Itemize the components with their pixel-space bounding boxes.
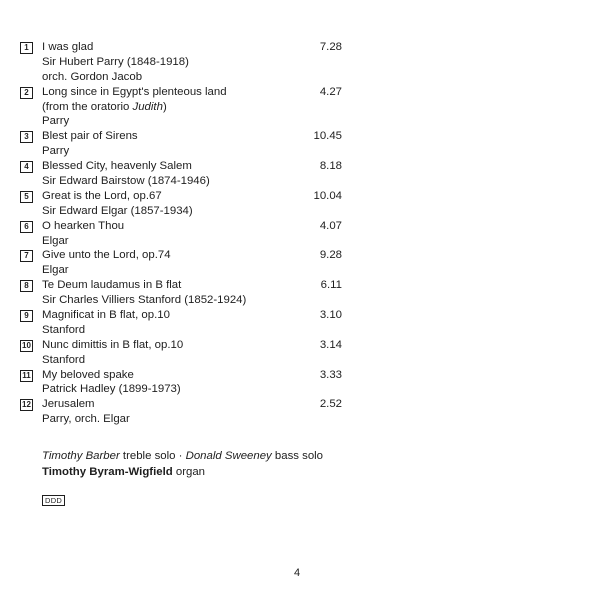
track-number-box: 4 — [20, 161, 33, 173]
track-item — [20, 338, 350, 368]
track-title-line — [20, 159, 350, 174]
treble-soloist-name: Timothy Barber — [42, 450, 120, 462]
track-duration: 4.07 — [319, 219, 342, 232]
track-detail: (from the oratorio Judith) — [42, 100, 167, 113]
organist-name: Timothy Byram-Wigfield — [42, 466, 173, 478]
track-title: O hearken Thou — [42, 219, 125, 232]
track-detail: Parry — [42, 115, 70, 128]
track-title-line — [20, 189, 350, 204]
track-duration: 10.04 — [313, 189, 342, 202]
track-item — [20, 129, 350, 159]
treble-soloist-role: treble solo · — [119, 450, 186, 462]
track-title-line — [20, 308, 350, 323]
track-detail: orch. Gordon Jacob — [42, 70, 143, 83]
track-item — [20, 308, 350, 338]
track-title: Great is the Lord, op.67 — [42, 189, 162, 202]
track-title: Blest pair of Sirens — [42, 130, 138, 143]
track-title-line — [20, 278, 350, 293]
track-item — [20, 40, 350, 85]
track-duration: 4.27 — [319, 85, 342, 98]
track-item — [20, 248, 350, 278]
organist-line — [42, 464, 323, 480]
track-item — [20, 368, 350, 398]
ddd-badge: DDD — [42, 495, 65, 506]
track-title-line — [20, 129, 350, 144]
track-detail-line — [20, 263, 350, 278]
track-detail-line — [20, 412, 350, 427]
track-detail-line — [20, 144, 350, 159]
track-number-box: 6 — [20, 221, 33, 233]
track-detail: Parry, orch. Elgar — [42, 413, 130, 426]
track-detail: Sir Hubert Parry (1848-1918) — [42, 55, 189, 68]
track-item — [20, 278, 350, 308]
bass-soloist-role: bass solo — [271, 450, 324, 462]
track-detail: Sir Charles Villiers Stanford (1852-1924) — [42, 294, 247, 307]
track-duration: 2.52 — [319, 398, 342, 411]
track-title: Te Deum laudamus in B flat — [42, 279, 182, 292]
track-detail-line — [20, 234, 350, 249]
track-detail-line — [20, 100, 350, 115]
track-title: Long since in Egypt's plenteous land — [42, 85, 227, 98]
track-detail: Parry — [42, 145, 70, 158]
track-title-line — [20, 338, 350, 353]
track-detail: Sir Edward Elgar (1857-1934) — [42, 204, 193, 217]
track-item — [20, 397, 350, 427]
track-number-box: 9 — [20, 310, 33, 322]
organist-role: organ — [172, 466, 206, 478]
track-detail-line — [20, 382, 350, 397]
track-duration: 9.28 — [319, 249, 342, 262]
track-detail: Stanford — [42, 353, 86, 366]
track-duration: 7.28 — [319, 41, 342, 53]
track-detail: Elgar — [42, 264, 69, 277]
track-item — [20, 219, 350, 249]
performer-credits — [42, 448, 323, 480]
track-number-box: 1 — [20, 42, 33, 54]
track-number-box: 8 — [20, 280, 33, 292]
track-list — [20, 40, 350, 427]
track-title-line — [20, 40, 350, 55]
track-item — [20, 85, 350, 130]
track-title: Blessed City, heavenly Salem — [42, 160, 192, 173]
track-detail-line — [20, 353, 350, 368]
track-title: Give unto the Lord, op.74 — [42, 249, 171, 262]
track-detail: Patrick Hadley (1899-1973) — [42, 383, 181, 396]
track-title-line — [20, 368, 350, 383]
track-duration: 6.11 — [320, 279, 342, 292]
track-detail: Elgar — [42, 234, 69, 247]
track-number-box: 7 — [20, 250, 33, 262]
track-detail-line — [20, 55, 350, 70]
track-title-line — [20, 248, 350, 263]
track-number-box: 5 — [20, 191, 33, 203]
track-number-box: 10 — [20, 340, 33, 352]
track-title: Jerusalem — [42, 398, 95, 411]
track-title: Nunc dimittis in B flat, op.10 — [42, 338, 184, 351]
track-duration: 8.18 — [319, 160, 342, 173]
track-detail-line — [20, 114, 350, 129]
track-duration: 3.10 — [319, 309, 342, 322]
track-title: I was glad — [42, 41, 94, 53]
track-number-box: 2 — [20, 87, 33, 99]
track-item — [20, 159, 350, 189]
page-number: 4 — [294, 567, 301, 579]
track-duration: 3.14 — [319, 338, 342, 351]
track-detail: Stanford — [42, 323, 86, 336]
track-title: My beloved spake — [42, 368, 134, 381]
track-detail-line — [20, 174, 350, 189]
track-title-line — [20, 219, 350, 234]
bass-soloist-name: Donald Sweeney — [185, 450, 272, 462]
track-detail-line — [20, 204, 350, 219]
track-title-line — [20, 397, 350, 412]
track-number-box: 12 — [20, 399, 33, 411]
track-detail-line — [20, 323, 350, 338]
track-number-box: 3 — [20, 131, 33, 143]
soloists-line — [42, 448, 323, 464]
track-detail-line — [20, 70, 350, 85]
track-number-box: 11 — [20, 370, 33, 382]
track-detail-line — [20, 293, 350, 308]
track-item — [20, 189, 350, 219]
track-detail: Sir Edward Bairstow (1874-1946) — [42, 175, 210, 188]
track-duration: 3.33 — [319, 368, 342, 381]
track-title-line — [20, 85, 350, 100]
track-duration: 10.45 — [313, 130, 342, 143]
track-title: Magnificat in B flat, op.10 — [42, 309, 170, 322]
